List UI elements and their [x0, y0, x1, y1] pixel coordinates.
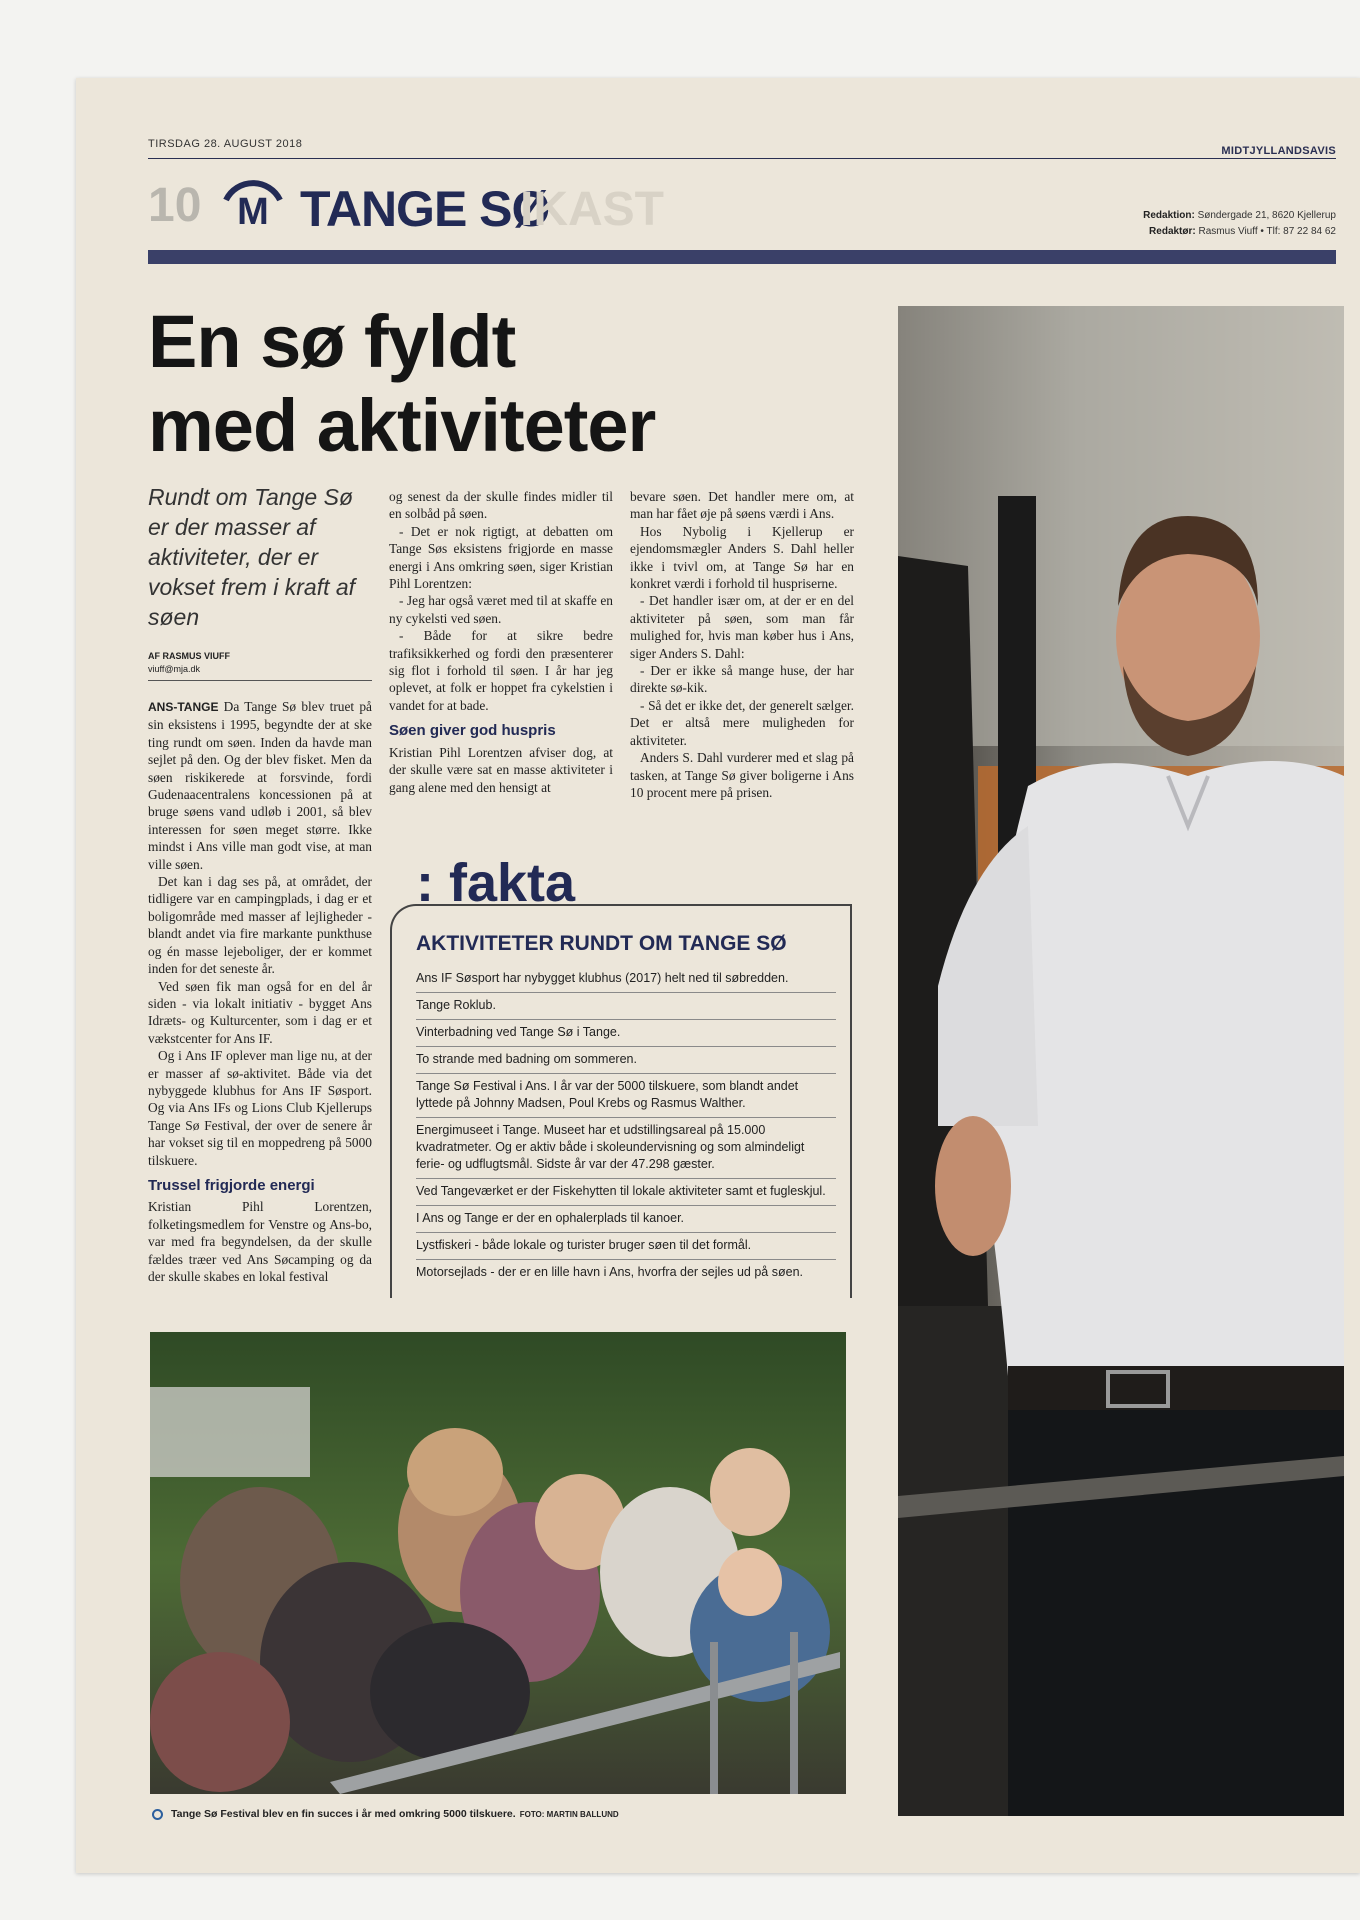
paragraph: Da Tange Sø blev truet på sin eksistens i 1995, begyndte der at ske ting rundt om søen. Inden da havde man sejlet på den. Og der blev fisket. Men da søen riskikerede at forsvinde, fordi Gudenaacentralens koncessionen på at bruge søens vand udløb i 2001, så blev interessen for søen meget større. Ikke mindst i Ans ville man godt vise, at man ville søen.: [148, 699, 372, 872]
page-number: 10: [148, 179, 202, 232]
subheading: Trussel frigjorde energi: [148, 1176, 315, 1194]
headline: [148, 300, 708, 468]
photo-caption: [152, 1808, 619, 1820]
paragraph: bevare søen. Det handler mere om, at man har fået øje på søens værdi i Ans.: [630, 489, 854, 522]
section-ghost-text: IKAST: [520, 183, 664, 236]
paragraph: - Jeg har også været med til at skaffe en ny cykelsti ved søen.: [389, 593, 613, 626]
section-title: TANGE SØ: [300, 181, 550, 237]
paragraph: Og i Ans IF oplever man lige nu, at der er masser af sø-aktivitet. Både via det nybyggede klubhus for Ans IF Søsport. Og via Ans IFs og Lions Club Kjellerups Tange Sø Festival, der over de senere år har vokset sig til en moppedreng på 5000 tilskuere.: [148, 1048, 372, 1168]
redaktion-address: Søndergade 21, 8620 Kjellerup: [1197, 210, 1336, 221]
caption-text: Tange Sø Festival blev en fin succes i år med omkring 5000 tilskuere.: [171, 1808, 516, 1820]
fakta-item: Ans IF Søsport har nybygget klubhus (2017) helt ned til søbredden.: [416, 966, 836, 993]
redaktor-contact: Rasmus Viuff • Tlf: 87 22 84 62: [1198, 226, 1336, 237]
paragraph: Ved søen fik man også for en del år siden - via lokalt initiativ - bygget Ans Idræts- og Kulturcenter, som i dag er et vækstcenter for Ans IF.: [148, 978, 372, 1046]
header-rule-thin: [148, 158, 1336, 159]
fakta-item: Tange Sø Festival i Ans. I år var der 5000 tilskuere, som blandt andet lyttede på Johnny Madsen, Poul Krebs og Rasmus Walther.: [416, 1074, 836, 1118]
paragraph: - Det handler især om, at der er en del aktiviteter på søen, som man får mulighed for, hvis man køber hus i Ans, siger Anders S. Dahl:: [630, 593, 854, 661]
fakta-item: Energimuseet i Tange. Museet har et udstillingsareal på 15.000 kvadratmeter. Og er aktiv både i skoleundervisning og som almindeligt ferie- og udflugtsmål. Sidste år var der 47.298 gæster.: [416, 1118, 836, 1179]
paragraph: Hos Nybolig i Kjellerup er ejendomsmægler Anders S. Dahl heller ikke i tvivl om, at Tange Sø har en konkret værdi i forhold til huspriserne.: [630, 523, 854, 592]
byline-name: AF RASMUS VIUFF: [148, 651, 230, 661]
portrait-photo: [898, 306, 1344, 1816]
paragraph: Anders S. Dahl vurderer med et slag på tasken, at Tange Sø giver boligerne i Ans 10 procent mere på prisen.: [630, 750, 854, 800]
fakta-item: To strande med badning om sommeren.: [416, 1047, 836, 1074]
fakta-label: : fakta: [416, 853, 576, 913]
byline-email: viuff@mja.dk: [148, 664, 200, 674]
fakta-item: Tange Roklub.: [416, 993, 836, 1020]
kicker: ANS-TANGE: [148, 700, 219, 714]
m-logo-icon: [218, 166, 288, 228]
editorial-info: [1143, 208, 1336, 240]
fakta-item: Ved Tangeværket er der Fiskehytten til lokale aktiviteter samt et fugleskjul.: [416, 1179, 836, 1206]
byline: [148, 650, 230, 676]
dateline: TIRSDAG 28. AUGUST 2018: [148, 138, 303, 150]
logo-letter: M: [237, 191, 269, 228]
redaktor-label: Redaktør:: [1149, 226, 1196, 237]
newspaper-name: MIDTJYLLANDSAVIS: [1221, 145, 1336, 157]
subheading: Søen giver god huspris: [389, 722, 556, 740]
article-column-1: [148, 698, 372, 1285]
photo-credit: FOTO: MARTIN BALLUND: [519, 1810, 619, 1819]
byline-rule: [148, 680, 372, 681]
fakta-heading: AKTIVITETER RUNDT OM TANGE SØ: [416, 932, 787, 955]
headline-line-2: med aktiviteter: [148, 384, 656, 467]
paragraph: - Så det er ikke det, der generelt sælger. Det er altså mere muligheden for aktiviteter.: [630, 697, 854, 748]
fakta-item: Lystfiskeri - både lokale og turister bruger søen til det formål.: [416, 1233, 836, 1260]
redaktion-label: Redaktion:: [1143, 210, 1195, 221]
paragraph: og senest da der skulle findes midler til en solbåd på søen.: [389, 489, 613, 522]
headline-line-1: En sø fyldt: [148, 300, 516, 383]
caption-bullet-icon: [152, 1809, 163, 1820]
paragraph: Kristian Pihl Lorentzen afviser dog, at der skulle være sat en masse aktiviteter i gang alene med den hensigt at: [389, 744, 613, 795]
paragraph: - Både for at sikre bedre trafiksikkerhed og fordi den præsenterer sig flot i forhold til søen. I år har jeg oplevet, at folk er hoppet fra cykelstien i vandet for at bade.: [389, 628, 613, 713]
article-intro: Rundt om Tange Sø er der masser af aktiviteter, der er vokset frem i kraft af søen: [148, 484, 356, 630]
paragraph: Det kan i dag ses på, at området, der tidligere var en campingplads, i dag er et boligområde med masser af lejligheder - blandt andet via fire markante punkthuse og én masse lejeboliger, der er kommet inden for det seneste år.: [148, 874, 372, 977]
article-column-2: [389, 488, 613, 796]
fakta-list: [416, 966, 836, 1286]
fakta-item: Vinterbadning ved Tange Sø i Tange.: [416, 1020, 836, 1047]
fakta-item: I Ans og Tange er der en ophalerplads til kanoer.: [416, 1206, 836, 1233]
article-column-3: [630, 488, 854, 801]
festival-crowd-photo: [150, 1332, 846, 1794]
paragraph: Kristian Pihl Lorentzen, folketingsmedlem for Venstre og Ans-bo, var med fra begyndelsen, da der skulle fældes træer ved Ans Søcamping og da der skulle skabes en lokal festival: [148, 1199, 372, 1284]
paragraph: - Der er ikke så mange huse, der har direkte sø-kik.: [630, 663, 854, 696]
paragraph: - Det er nok rigtigt, at debatten om Tange Søs eksistens frigjorde en masse energi i Ans omkring søen, siger Kristian Pihl Lorentzen:: [389, 523, 613, 592]
fakta-item: Motorsejlads - der er en lille havn i Ans, hvorfra der sejles ud på søen.: [416, 1265, 803, 1279]
header-rule-thick: [148, 250, 1336, 264]
